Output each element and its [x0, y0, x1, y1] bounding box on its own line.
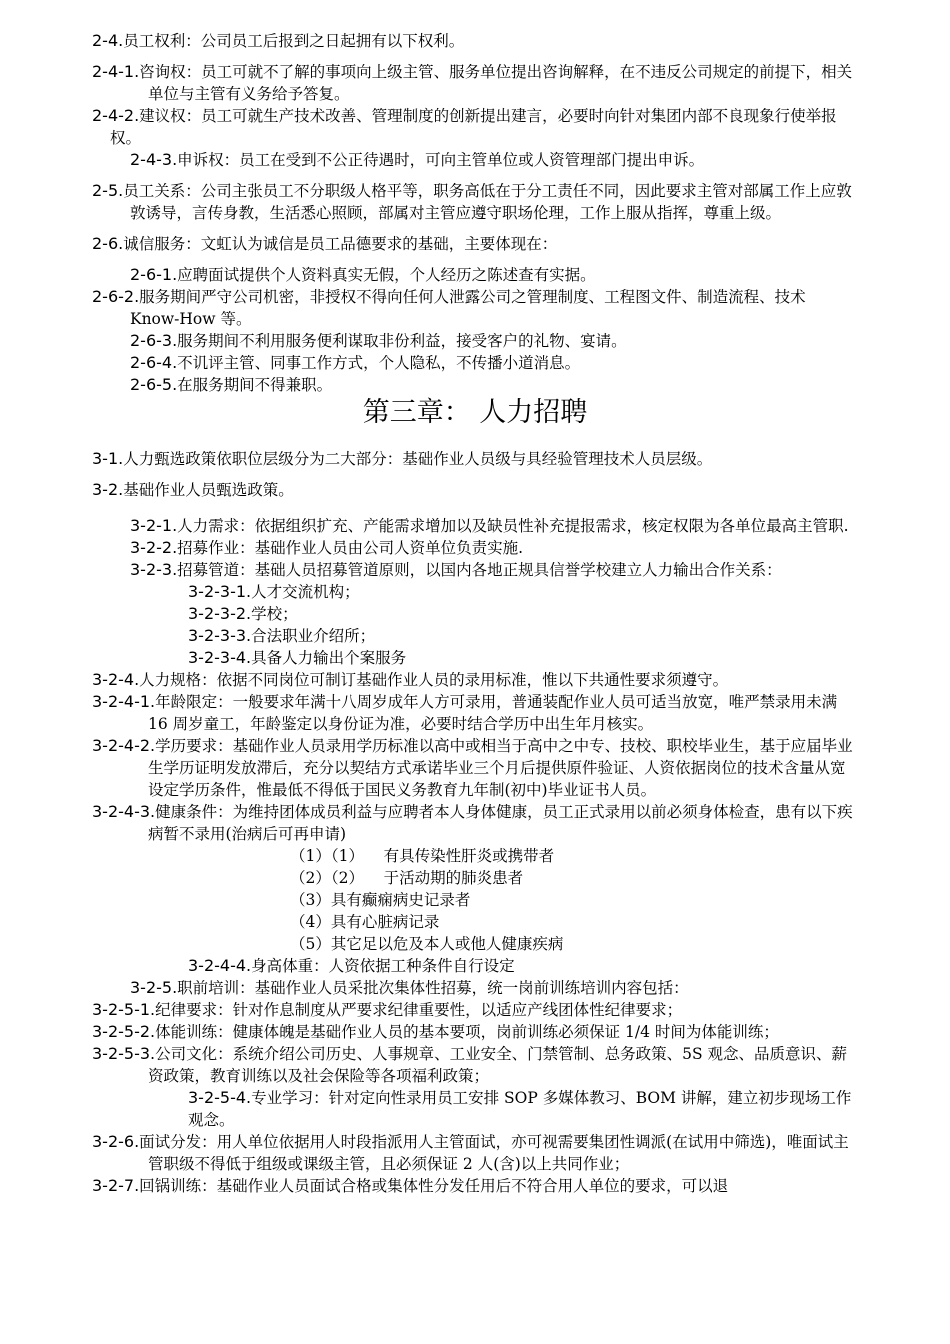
clause-3-2-3-1: 3-2-3-1.人才交流机构； [188, 582, 360, 601]
clause-2-6-1: 2-6-1.应聘面试提供个人资料真实无假，个人经历之陈述查有实据。 [130, 265, 596, 284]
clause-2-6-4: 2-6-4.不讥评主管、同事工作方式，个人隐私，不传播小道消息。 [130, 353, 581, 372]
disease-item-5: （5）其它足以危及本人或他人健康疾病 [290, 935, 564, 953]
clause-3-2-2: 3-2-2.招募作业：基础作业人员由公司人资单位负责实施. [130, 538, 524, 557]
disease-item-3: （3）具有癫痫病史记录者 [290, 891, 471, 909]
clause-3-2-5-4: 3-2-5-4.专业学习：针对定向性录用员工安排 SOP 多媒体教习、BOM 讲解，建立初步现场工作观念。 [188, 1088, 852, 1129]
clause-2-4: 2-4.员工权利：公司员工后报到之日起拥有以下权利。 [92, 31, 465, 50]
clause-2-4-1: 2-4-1.咨询权：员工可就不了解的事项向上级主管、服务单位提出咨询解释，在不违反公司规定的前提下，相关单位与主管有义务给予答复。 [92, 62, 853, 103]
clause-3-1: 3-1.人力甄选政策依职位层级分为二大部分：基础作业人员级与具经验管理技术人员层级。 [92, 449, 713, 468]
clause-3-2-3: 3-2-3.招募管道：基础人员招募管道原则，以国内各地正规具信誉学校建立人力输出合作关系： [130, 560, 782, 579]
chapter-title: 第三章： 人力招聘 [362, 397, 588, 428]
disease-item-2: （2）（2） 于活动期的肺炎患者 [290, 869, 524, 887]
clause-3-2-5-3: 3-2-5-3.公司文化：系统介绍公司历史、人事规章、工业安全、门禁管制、总务政策、5S 观念、品质意识、薪资政策，教育训练以及社会保险等各项福利政策； [92, 1044, 848, 1085]
clause-3-2-7: 3-2-7.回锅训练：基础作业人员面试合格或集体性分发任用后不符合用人单位的要求，可以退 [92, 1176, 729, 1195]
clause-2-4-3: 2-4-3.申诉权：员工在受到不公正待遇时，可向主管单位或人资管理部门提出申诉。 [130, 150, 705, 169]
clause-3-2-3-4: 3-2-3-4.具备人力输出个案服务 [188, 648, 407, 667]
clause-3-2-4: 3-2-4.人力规格：依据不同岗位可制订基础作业人员的录用标准，惟以下共通性要求须遵守。 [92, 670, 729, 689]
clause-2-6-3: 2-6-3.服务期间不利用服务便利谋取非份利益，接受客户的礼物、宴请。 [130, 331, 627, 350]
clause-3-2-1: 3-2-1.人力需求：依据组织扩充、产能需求增加以及缺员性补充提报需求，核定权限为各单位最高主管职. [130, 516, 849, 535]
clause-2-4-2: 2-4-2.建议权：员工可就生产技术改善、管理制度的创新提出建言，必要时向针对集团内部不良现象行使举报权。 [92, 106, 837, 147]
clause-2-6-2: 2-6-2.服务期间严守公司机密，非授权不得向任何人泄露公司之管理制度、工程图文件、制造流程、技术 Know-How 等。 [92, 287, 806, 328]
clause-3-2-3-2: 3-2-3-2.学校； [188, 604, 298, 623]
clause-3-2-6: 3-2-6.面试分发：用人单位依据用人时段指派用人主管面试，亦可视需要集团性调派(在试用中筛选)，唯面试主管职级不得低于组级或课级主管，且必须保证 2 人(含)以上共同作业； [92, 1132, 849, 1173]
clause-2-5: 2-5.员工关系：公司主张员工不分职级人格平等，职务高低在于分工责任不同，因此要求主管对部属工作上应敦敦诱导，言传身教，生活悉心照顾，部属对主管应遵守职场伦理，工作上服从指挥，尊重上级。 [92, 181, 852, 222]
clause-3-2-5: 3-2-5.职前培训：基础作业人员采批次集体性招募，统一岗前训练培训内容包括： [130, 978, 689, 997]
clause-3-2-3-3: 3-2-3-3.合法职业介绍所； [188, 626, 376, 645]
clause-3-2: 3-2.基础作业人员甄选政策。 [92, 480, 294, 499]
clause-3-2-4-3: 3-2-4-3.健康条件：为维持团体成员利益与应聘者本人身体健康，员工正式录用以前必须身体检查，患有以下疾病暂不录用(治病后可再申请) [92, 802, 853, 843]
clause-2-6-5: 2-6-5.在服务期间不得兼职。 [130, 375, 333, 394]
clause-3-2-5-2: 3-2-5-2.体能训练：健康体魄是基础作业人员的基本要项，岗前训练必须保证 1/4 时间为体能训练； [92, 1022, 779, 1041]
clause-3-2-4-4: 3-2-4-4.身高体重：人资依据工种条件自行设定 [188, 956, 515, 975]
clause-3-2-4-2: 3-2-4-2.学历要求：基础作业人员录用学历标准以高中或相当于高中之中专、技校、职校毕业生，基于应届毕业生学历证明发放滞后，充分以契结方式承诺毕业三个月后提供原件验证、人资依据岗位的技术含量从宽设定学历条件，惟最低不得低于国民义务教育九年制(初中)毕业证书人员。 [92, 736, 853, 799]
clause-3-2-4-1: 3-2-4-1.年龄限定：一般要求年满十八周岁成年人方可录用，普通装配作业人员可适当放宽，唯严禁录用未满 16 周岁童工，年龄鉴定以身份证为准，必要时结合学历中出生年月核实。 [92, 692, 838, 733]
clause-3-2-5-1: 3-2-5-1.纪律要求：针对作息制度从严要求纪律重要性，以适应产线团体性纪律要求； [92, 1000, 683, 1019]
clause-2-6: 2-6.诚信服务：文虹认为诚信是员工品德要求的基础，主要体现在： [92, 234, 558, 253]
disease-item-1: （1）（1） 有具传染性肝炎或携带者 [290, 847, 555, 865]
disease-item-4: （4）具有心脏病记录 [290, 913, 440, 931]
